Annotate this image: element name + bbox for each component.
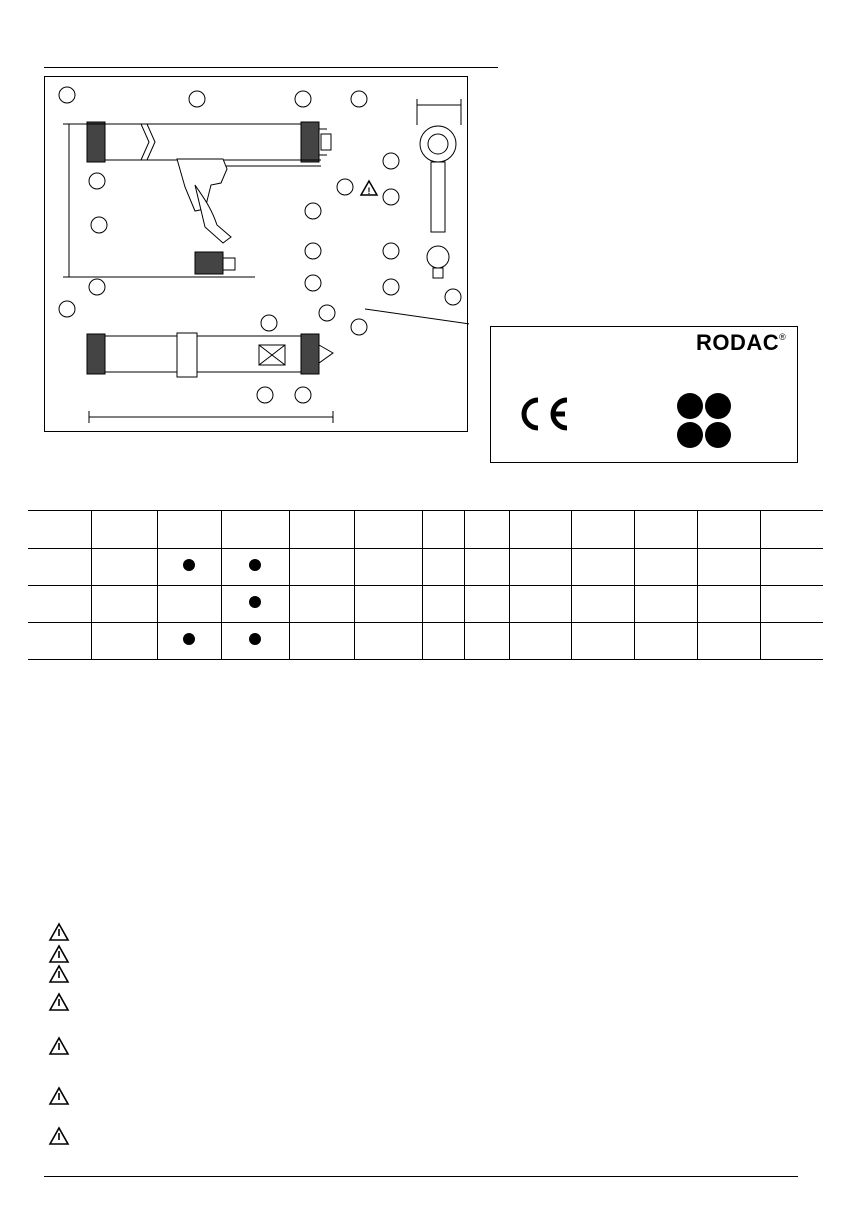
table-cell: [28, 549, 91, 586]
table-cell: [422, 623, 464, 660]
warning-triangle-icon: [48, 922, 70, 942]
table-cell: [221, 511, 289, 549]
table-cell: [634, 586, 697, 623]
table-cell: [354, 586, 422, 623]
bullet-dot-icon: [249, 559, 261, 571]
bullet-dot-icon: [249, 633, 261, 645]
eye-protection-icon: [677, 422, 703, 448]
table-cell: [422, 511, 464, 549]
ce-mark-icon: [513, 394, 573, 434]
table-cell: [221, 623, 289, 660]
table-cell: [464, 549, 509, 586]
table-cell: [28, 623, 91, 660]
read-manual-icon: [677, 393, 703, 419]
table-cell: [221, 586, 289, 623]
spec-table: [28, 510, 823, 660]
warning-triangle-icon: [48, 964, 70, 984]
table-cell: [28, 586, 91, 623]
ear-protection-icon: [705, 393, 731, 419]
table-cell: [509, 549, 571, 586]
table-cell: [509, 511, 571, 549]
table-cell: [634, 549, 697, 586]
tool-diagram: [44, 76, 468, 432]
table-cell: [91, 511, 157, 549]
table-header-row: [28, 511, 823, 549]
table-cell: [289, 623, 354, 660]
table-cell: [634, 511, 697, 549]
table-cell: [91, 586, 157, 623]
table-cell: [571, 623, 634, 660]
table-row: [28, 586, 823, 623]
table-row: [28, 623, 823, 660]
caulking-gun-drawing: [45, 77, 469, 433]
table-cell: [571, 549, 634, 586]
table-cell: [571, 586, 634, 623]
warning-triangle-icon: [48, 1086, 70, 1106]
table-cell: [760, 511, 823, 549]
svg-text:!: !: [367, 186, 371, 196]
table-cell: [28, 511, 91, 549]
table-cell: [422, 549, 464, 586]
table-cell: [289, 511, 354, 549]
table-row: [28, 549, 823, 586]
table-cell: [509, 586, 571, 623]
table-cell: [697, 549, 760, 586]
brand-logo: [696, 330, 786, 356]
table-cell: [464, 623, 509, 660]
table-cell: [157, 511, 221, 549]
table-cell: [697, 623, 760, 660]
warning-triangle-icon: [48, 944, 70, 964]
bottom-rule: [44, 1176, 798, 1177]
table-cell: [464, 511, 509, 549]
warning-triangle-icon: [48, 1126, 70, 1146]
brand-name: RODAC: [696, 330, 780, 355]
table-cell: [289, 586, 354, 623]
bullet-dot-icon: [183, 633, 195, 645]
table-cell: [760, 586, 823, 623]
table-cell: [697, 586, 760, 623]
top-rule: [44, 67, 498, 68]
warning-triangle-icon: [48, 992, 70, 1012]
warning-triangle-icon: [48, 1036, 70, 1056]
table-cell: [157, 623, 221, 660]
table-cell: [91, 549, 157, 586]
registered-mark: ®: [779, 332, 787, 342]
table-cell: [354, 623, 422, 660]
table-cell: [157, 549, 221, 586]
bullet-dot-icon: [183, 559, 195, 571]
bullet-dot-icon: [249, 596, 261, 608]
table-cell: [571, 511, 634, 549]
table-cell: [91, 623, 157, 660]
table-cell: [289, 549, 354, 586]
rating-plate: [490, 326, 798, 463]
table-cell: [354, 549, 422, 586]
table-cell: [697, 511, 760, 549]
table-cell: [221, 549, 289, 586]
table-cell: [760, 549, 823, 586]
table-cell: [634, 623, 697, 660]
table-cell: [354, 511, 422, 549]
table-cell: [464, 586, 509, 623]
warning-triangle-icon: [361, 181, 377, 196]
table-cell: [760, 623, 823, 660]
table-cell: [157, 586, 221, 623]
table-cell: [509, 623, 571, 660]
table-cell: [422, 586, 464, 623]
glove-icon: [705, 422, 731, 448]
